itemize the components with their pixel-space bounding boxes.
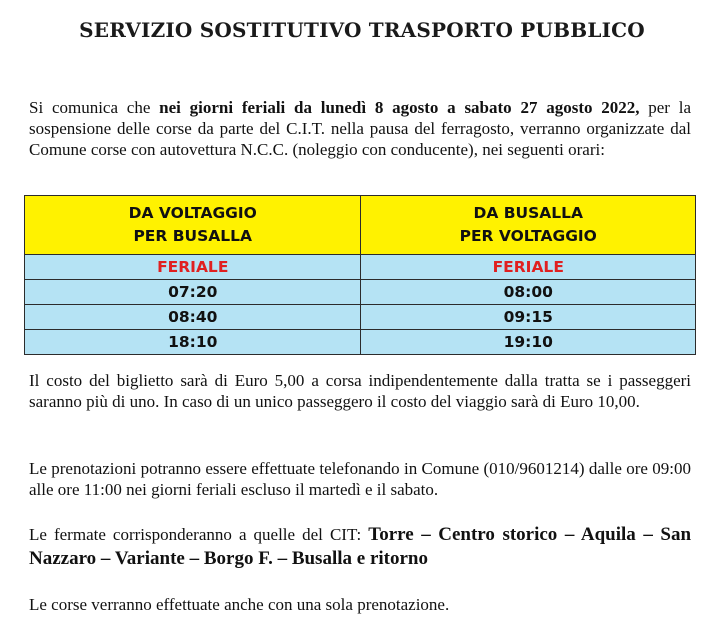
day-label-left: FERIALE: [25, 255, 361, 280]
intro-dates: nei giorni feriali da lunedì 8 agosto a sabato 27 agosto 2022,: [159, 98, 640, 117]
stops-paragraph: [29, 523, 691, 571]
header-right-line2: PER VOLTAGGIO: [459, 227, 597, 245]
day-label-right: FERIALE: [361, 255, 696, 280]
cost-paragraph: Il costo del biglietto sarà di Euro 5,00 a corsa indipendentemente dalla tratta se i passeggeri saranno più di uno. In caso di un unico passeggero il costo del viaggio sarà di Euro 10,00.: [29, 371, 691, 411]
intro-rest: per la sospensione delle corse da parte del C.I.T. nella pausa del ferragosto, verranno organizzate dal Comune corse con autovettura N.C.C. (noleggio con conducente), nei seguenti orari:: [29, 98, 692, 159]
time-left-3: 18:10: [25, 330, 361, 355]
schedule-time-row: [25, 305, 696, 330]
schedule-table: [24, 195, 696, 355]
schedule-header-row: [25, 196, 696, 255]
page-title: SERVIZIO SOSTITUTIVO TRASPORTO PUBBLICO: [79, 18, 645, 42]
stops-route: Torre – Centro storico – Aquila – San Nazzaro – Variante – Borgo F. – Busalla e ritorno: [29, 524, 692, 569]
header-left-line1: DA VOLTAGGIO: [128, 204, 257, 222]
time-right-2: 09:15: [361, 305, 696, 330]
time-left-1: 07:20: [25, 280, 361, 305]
final-paragraph: Le corse verranno effettuate anche con una sola prenotazione.: [29, 595, 450, 614]
stops-lead: Le fermate corrisponderanno a quelle del CIT:: [29, 525, 369, 544]
time-left-2: 08:40: [25, 305, 361, 330]
intro-paragraph: [29, 97, 691, 160]
intro-lead: Si comunica che: [29, 98, 160, 117]
header-from-voltaggio: [25, 196, 361, 255]
booking-paragraph: Le prenotazioni potranno essere effettuate telefonando in Comune (010/9601214) dalle ore 09:00 alle ore 11:00 nei giorni feriali escluso il martedì e il sabato.: [29, 459, 691, 499]
schedule-time-row: [25, 330, 696, 355]
header-right-line1: DA BUSALLA: [473, 204, 584, 222]
time-right-1: 08:00: [361, 280, 696, 305]
schedule-time-row: [25, 280, 696, 305]
schedule-day-row: [25, 255, 696, 280]
time-right-3: 19:10: [361, 330, 696, 355]
header-from-busalla: [361, 196, 696, 255]
header-left-line2: PER BUSALLA: [133, 227, 253, 245]
